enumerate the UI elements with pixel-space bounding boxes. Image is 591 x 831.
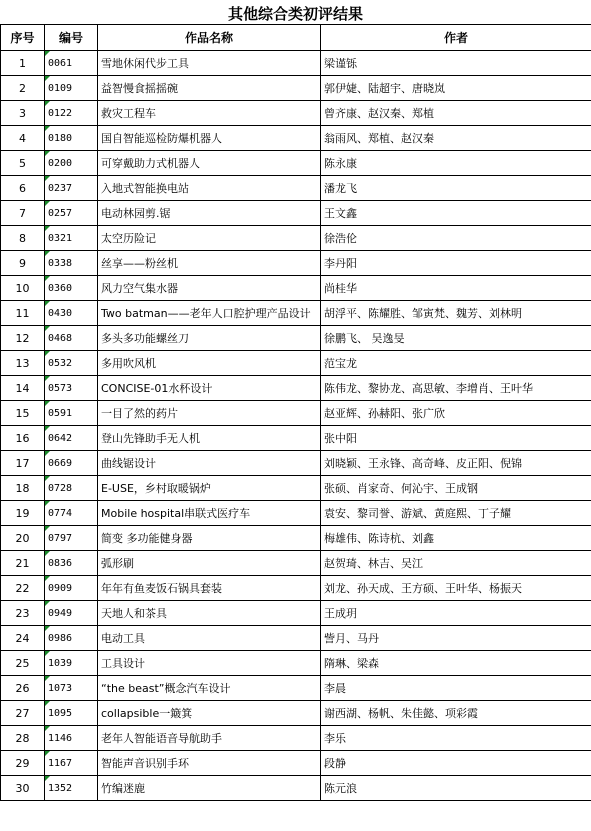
row-seq: 29 bbox=[1, 751, 45, 776]
row-authors: 尚桂华 bbox=[321, 276, 591, 301]
row-code bbox=[45, 201, 98, 226]
row-work-name: E-USE，乡村取暖锅炉 bbox=[98, 476, 321, 501]
row-code bbox=[45, 576, 98, 601]
row-code bbox=[45, 651, 98, 676]
row-code bbox=[45, 626, 98, 651]
table-body bbox=[1, 51, 591, 801]
row-authors: 王文鑫 bbox=[321, 201, 591, 226]
row-code bbox=[45, 776, 98, 801]
row-work-name: 雪地休闲代步工具 bbox=[98, 51, 321, 76]
cell-marker-icon bbox=[45, 551, 50, 556]
cell-marker-icon bbox=[45, 126, 50, 131]
row-authors: 张中阳 bbox=[321, 426, 591, 451]
table-row bbox=[1, 226, 591, 251]
row-code-text: 1167 bbox=[48, 757, 73, 769]
table-row bbox=[1, 76, 591, 101]
row-seq: 25 bbox=[1, 651, 45, 676]
cell-marker-icon bbox=[45, 651, 50, 656]
row-work-name: 多头多功能螺丝刀 bbox=[98, 326, 321, 351]
row-authors: 梅雄伟、陈诗杭、刘鑫 bbox=[321, 526, 591, 551]
row-code bbox=[45, 401, 98, 426]
cell-marker-icon bbox=[45, 526, 50, 531]
table-row bbox=[1, 451, 591, 476]
row-code bbox=[45, 726, 98, 751]
row-code bbox=[45, 226, 98, 251]
row-authors: 赵亚辉、孙赫阳、张广欣 bbox=[321, 401, 591, 426]
row-code-text: 0986 bbox=[48, 632, 73, 644]
row-work-name: “the beast”概念汽车设计 bbox=[98, 676, 321, 701]
header-seq: 序号 bbox=[1, 25, 45, 51]
row-seq: 15 bbox=[1, 401, 45, 426]
row-seq: 4 bbox=[1, 126, 45, 151]
row-code-text: 0949 bbox=[48, 607, 73, 619]
row-seq: 6 bbox=[1, 176, 45, 201]
row-code bbox=[45, 751, 98, 776]
row-authors: 袁安、黎司誉、游斌、黄庭熙、丁子耀 bbox=[321, 501, 591, 526]
table-row bbox=[1, 301, 591, 326]
cell-marker-icon bbox=[45, 776, 50, 781]
row-authors: 张硕、肖家奇、何沁宇、王成钢 bbox=[321, 476, 591, 501]
table-row bbox=[1, 601, 591, 626]
table-row bbox=[1, 726, 591, 751]
row-code bbox=[45, 526, 98, 551]
cell-marker-icon bbox=[45, 401, 50, 406]
table-row bbox=[1, 701, 591, 726]
row-work-name: 登山先锋助手无人机 bbox=[98, 426, 321, 451]
row-authors: 訾月、马丹 bbox=[321, 626, 591, 651]
row-work-name: 弧形刷 bbox=[98, 551, 321, 576]
cell-marker-icon bbox=[45, 701, 50, 706]
row-seq: 7 bbox=[1, 201, 45, 226]
row-code bbox=[45, 551, 98, 576]
cell-marker-icon bbox=[45, 151, 50, 156]
row-seq: 22 bbox=[1, 576, 45, 601]
row-code bbox=[45, 476, 98, 501]
row-code bbox=[45, 276, 98, 301]
row-code-text: 0669 bbox=[48, 457, 73, 469]
table-row bbox=[1, 401, 591, 426]
row-work-name: 一目了然的药片 bbox=[98, 401, 321, 426]
row-work-name: 电动工具 bbox=[98, 626, 321, 651]
row-work-name: 风力空气集水器 bbox=[98, 276, 321, 301]
table-row bbox=[1, 251, 591, 276]
row-authors: 曾齐康、赵汉秦、郑植 bbox=[321, 101, 591, 126]
row-seq: 28 bbox=[1, 726, 45, 751]
table-row bbox=[1, 626, 591, 651]
cell-marker-icon bbox=[45, 626, 50, 631]
row-code bbox=[45, 701, 98, 726]
row-authors: 赵贺琦、林吉、吴江 bbox=[321, 551, 591, 576]
row-code-text: 0532 bbox=[48, 357, 73, 369]
row-code-text: 1146 bbox=[48, 732, 73, 744]
row-authors: 陈永康 bbox=[321, 151, 591, 176]
table-row bbox=[1, 526, 591, 551]
row-code bbox=[45, 676, 98, 701]
row-code-text: 0061 bbox=[48, 57, 73, 69]
row-authors: 潘龙飞 bbox=[321, 176, 591, 201]
row-seq: 16 bbox=[1, 426, 45, 451]
cell-marker-icon bbox=[45, 176, 50, 181]
row-seq: 17 bbox=[1, 451, 45, 476]
row-code-text: 0774 bbox=[48, 507, 73, 519]
row-code-text: 0468 bbox=[48, 332, 73, 344]
header-code: 编号 bbox=[45, 25, 98, 51]
cell-marker-icon bbox=[45, 676, 50, 681]
row-code bbox=[45, 151, 98, 176]
row-work-name: 天地人和茶具 bbox=[98, 601, 321, 626]
row-seq: 26 bbox=[1, 676, 45, 701]
cell-marker-icon bbox=[45, 376, 50, 381]
row-code-text: 0797 bbox=[48, 532, 73, 544]
table-row bbox=[1, 326, 591, 351]
row-work-name: 入地式智能换电站 bbox=[98, 176, 321, 201]
row-seq: 2 bbox=[1, 76, 45, 101]
table-row bbox=[1, 201, 591, 226]
table-row bbox=[1, 276, 591, 301]
row-authors: 范宝龙 bbox=[321, 351, 591, 376]
row-code-text: 0257 bbox=[48, 207, 73, 219]
row-seq: 8 bbox=[1, 226, 45, 251]
row-seq: 23 bbox=[1, 601, 45, 626]
table-row bbox=[1, 376, 591, 401]
row-seq: 30 bbox=[1, 776, 45, 801]
row-code-text: 0642 bbox=[48, 432, 73, 444]
row-code bbox=[45, 601, 98, 626]
row-authors: 陈元浪 bbox=[321, 776, 591, 801]
cell-marker-icon bbox=[45, 226, 50, 231]
row-authors: 陈伟龙、黎协龙、高思敏、李增肖、王叶华 bbox=[321, 376, 591, 401]
row-code-text: 0573 bbox=[48, 382, 73, 394]
row-code-text: 0180 bbox=[48, 132, 73, 144]
row-seq: 3 bbox=[1, 101, 45, 126]
cell-marker-icon bbox=[45, 351, 50, 356]
cell-marker-icon bbox=[45, 601, 50, 606]
row-code-text: 0909 bbox=[48, 582, 73, 594]
row-seq: 9 bbox=[1, 251, 45, 276]
row-authors: 胡浮平、陈耀胜、邹寅梵、魏芳、刘林明 bbox=[321, 301, 591, 326]
row-work-name: Two batman——老年人口腔护理产品设计 bbox=[98, 301, 321, 326]
row-work-name: 工具设计 bbox=[98, 651, 321, 676]
row-code bbox=[45, 251, 98, 276]
table-row bbox=[1, 551, 591, 576]
table-row bbox=[1, 576, 591, 601]
row-authors: 徐浩伦 bbox=[321, 226, 591, 251]
row-seq: 19 bbox=[1, 501, 45, 526]
row-work-name: 电动林园剪.锯 bbox=[98, 201, 321, 226]
table-row bbox=[1, 751, 591, 776]
row-work-name: collapsible一簸箕 bbox=[98, 701, 321, 726]
row-seq: 27 bbox=[1, 701, 45, 726]
header-row bbox=[1, 25, 591, 51]
row-code bbox=[45, 126, 98, 151]
row-work-name: 丝享——粉丝机 bbox=[98, 251, 321, 276]
row-seq: 5 bbox=[1, 151, 45, 176]
cell-marker-icon bbox=[45, 326, 50, 331]
table-row bbox=[1, 351, 591, 376]
row-code-text: 1039 bbox=[48, 657, 73, 669]
row-work-name: Mobile hospital串联式医疗车 bbox=[98, 501, 321, 526]
row-seq: 12 bbox=[1, 326, 45, 351]
cell-marker-icon bbox=[45, 501, 50, 506]
row-code-text: 0200 bbox=[48, 157, 73, 169]
header-work: 作品名称 bbox=[98, 25, 321, 51]
row-code bbox=[45, 376, 98, 401]
row-work-name: 益智慢食摇摇碗 bbox=[98, 76, 321, 101]
row-seq: 14 bbox=[1, 376, 45, 401]
row-code bbox=[45, 301, 98, 326]
cell-marker-icon bbox=[45, 51, 50, 56]
cell-marker-icon bbox=[45, 201, 50, 206]
row-work-name: CONCISE-01水杯设计 bbox=[98, 376, 321, 401]
row-code bbox=[45, 76, 98, 101]
table-row bbox=[1, 651, 591, 676]
row-code-text: 0591 bbox=[48, 407, 73, 419]
row-seq: 11 bbox=[1, 301, 45, 326]
row-authors: 郭伊婕、陆超宇、唐晓岚 bbox=[321, 76, 591, 101]
row-work-name: 竹编迷鹿 bbox=[98, 776, 321, 801]
row-code-text: 0338 bbox=[48, 257, 73, 269]
results-table bbox=[0, 24, 591, 801]
row-code bbox=[45, 501, 98, 526]
row-code-text: 1073 bbox=[48, 682, 73, 694]
table-row bbox=[1, 51, 591, 76]
row-authors: 王成玥 bbox=[321, 601, 591, 626]
row-work-name: 简变 多功能健身器 bbox=[98, 526, 321, 551]
row-authors: 徐鹏飞、 吴逸旻 bbox=[321, 326, 591, 351]
row-authors: 翁雨风、郑植、赵汉秦 bbox=[321, 126, 591, 151]
row-code bbox=[45, 326, 98, 351]
row-code-text: 0237 bbox=[48, 182, 73, 194]
row-work-name: 年年有鱼麦饭石锅具套装 bbox=[98, 576, 321, 601]
table-row bbox=[1, 776, 591, 801]
row-work-name: 救灾工程车 bbox=[98, 101, 321, 126]
row-seq: 13 bbox=[1, 351, 45, 376]
row-code-text: 0321 bbox=[48, 232, 73, 244]
cell-marker-icon bbox=[45, 576, 50, 581]
table-row bbox=[1, 101, 591, 126]
table-row bbox=[1, 426, 591, 451]
row-authors: 李晨 bbox=[321, 676, 591, 701]
table-row bbox=[1, 151, 591, 176]
row-code bbox=[45, 101, 98, 126]
row-work-name: 曲线锯设计 bbox=[98, 451, 321, 476]
row-code-text: 0360 bbox=[48, 282, 73, 294]
row-seq: 10 bbox=[1, 276, 45, 301]
row-seq: 21 bbox=[1, 551, 45, 576]
row-code-text: 1095 bbox=[48, 707, 73, 719]
row-seq: 1 bbox=[1, 51, 45, 76]
page-title: 其他综合类初评结果 bbox=[227, 5, 363, 23]
cell-marker-icon bbox=[45, 726, 50, 731]
row-seq: 18 bbox=[1, 476, 45, 501]
table-row bbox=[1, 501, 591, 526]
row-code bbox=[45, 426, 98, 451]
cell-marker-icon bbox=[45, 276, 50, 281]
row-authors: 段静 bbox=[321, 751, 591, 776]
table-row bbox=[1, 676, 591, 701]
header-author: 作者 bbox=[321, 25, 591, 51]
cell-marker-icon bbox=[45, 751, 50, 756]
row-seq: 20 bbox=[1, 526, 45, 551]
table-row bbox=[1, 476, 591, 501]
row-code bbox=[45, 351, 98, 376]
row-code-text: 0836 bbox=[48, 557, 73, 569]
row-code-text: 1352 bbox=[48, 782, 73, 794]
row-authors: 谢西湖、杨帆、朱佳懿、项彩霞 bbox=[321, 701, 591, 726]
row-code bbox=[45, 451, 98, 476]
row-work-name: 智能声音识别手环 bbox=[98, 751, 321, 776]
row-work-name: 太空历险记 bbox=[98, 226, 321, 251]
row-authors: 隋琳、梁森 bbox=[321, 651, 591, 676]
cell-marker-icon bbox=[45, 476, 50, 481]
row-work-name: 老年人智能语音导航助手 bbox=[98, 726, 321, 751]
row-code bbox=[45, 51, 98, 76]
cell-marker-icon bbox=[45, 451, 50, 456]
cell-marker-icon bbox=[45, 76, 50, 81]
row-work-name: 多用吹风机 bbox=[98, 351, 321, 376]
cell-marker-icon bbox=[45, 301, 50, 306]
row-authors: 刘龙、孙天成、王方硕、王叶华、杨振天 bbox=[321, 576, 591, 601]
row-code-text: 0109 bbox=[48, 82, 73, 94]
cell-marker-icon bbox=[45, 426, 50, 431]
row-authors: 李丹阳 bbox=[321, 251, 591, 276]
table-row bbox=[1, 126, 591, 151]
row-authors: 刘晓颖、王永锋、高奇峰、皮正阳、倪锦 bbox=[321, 451, 591, 476]
row-work-name: 可穿戴助力式机器人 bbox=[98, 151, 321, 176]
row-authors: 梁谨铄 bbox=[321, 51, 591, 76]
row-code-text: 0430 bbox=[48, 307, 73, 319]
row-work-name: 国自智能巡检防爆机器人 bbox=[98, 126, 321, 151]
row-seq: 24 bbox=[1, 626, 45, 651]
cell-marker-icon bbox=[45, 101, 50, 106]
row-code-text: 0728 bbox=[48, 482, 73, 494]
row-code bbox=[45, 176, 98, 201]
table-row bbox=[1, 176, 591, 201]
cell-marker-icon bbox=[45, 251, 50, 256]
row-code-text: 0122 bbox=[48, 107, 73, 119]
row-authors: 李乐 bbox=[321, 726, 591, 751]
